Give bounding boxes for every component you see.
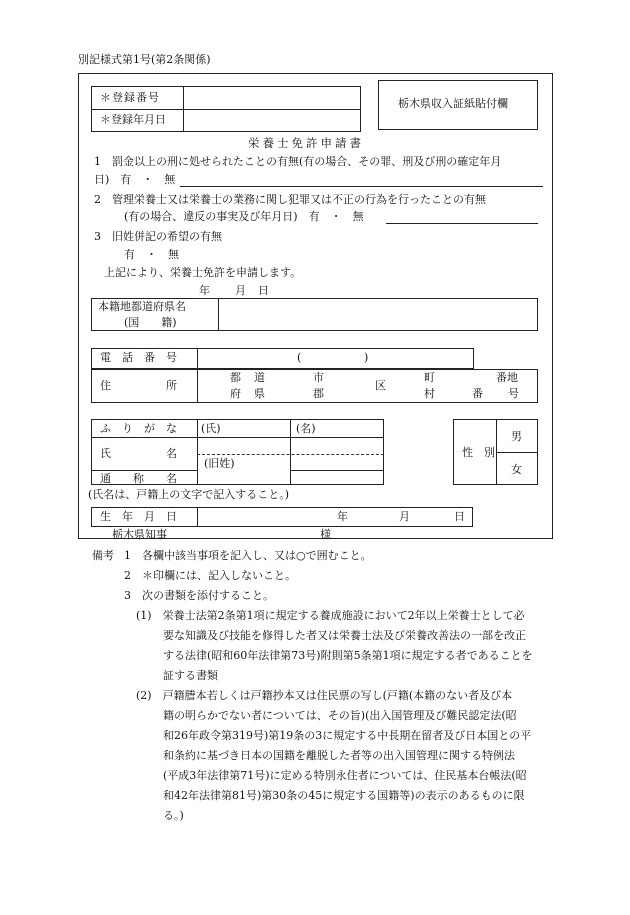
form-label: 別記様式第1号(第2条関係) [78, 53, 211, 66]
birth-label: 生 年 月 日 [100, 510, 177, 523]
alias-label: 通 称 名 [100, 472, 177, 485]
governor-label: 栃木県知事 [112, 528, 167, 541]
revenue-stamp-label: 栃木県収入証紙貼付欄 [398, 97, 508, 110]
notes-heading: 備考 [92, 549, 114, 562]
application-date-month: 月 [235, 284, 246, 297]
address-shi: 市 [313, 371, 324, 384]
item-1-answer-line[interactable] [180, 186, 543, 187]
note-3-1-line2: 要な知識及び技能を修得した者又は栄養士法及び栄養改善法の一部を改正 [163, 629, 526, 642]
address-ban: 番 [472, 387, 483, 400]
address-to: 都 [230, 371, 241, 384]
address-gun: 郡 [313, 387, 324, 400]
phone-close-paren: ) [364, 351, 369, 364]
registration-number-field[interactable] [183, 86, 361, 109]
name-note: (氏名は、戸籍上の文字で記入すること。) [88, 488, 290, 501]
address-fu: 府 [230, 387, 241, 400]
birth-day: 日 [454, 510, 465, 523]
note-3-2-line7: る。) [163, 809, 184, 822]
item-1-line1: 1 罰金以上の刑に処せられたことの有無(有の場合、その罪、刑及び刑の確定年月 [94, 155, 502, 168]
address-machi: 町 [424, 371, 435, 384]
registration-date-field[interactable] [183, 109, 361, 132]
address-ken: 県 [254, 387, 265, 400]
address-ku: 区 [375, 379, 386, 392]
family-name-field[interactable] [197, 437, 290, 485]
birth-field[interactable] [197, 507, 473, 527]
note-3-2-line3: 和26年政令第319号)第19条の3に規定する中長期在留者及び日本国との平 [163, 729, 532, 742]
sex-label: 性 別 [462, 446, 495, 459]
address-gou: 号 [508, 387, 519, 400]
address-banchi: 番地 [496, 371, 518, 384]
note-3-2-line6: 和42年法律第81号)第30条の45に規定する国籍等)の表示のあるものに限 [163, 789, 525, 802]
honseki-label-line2: (国 籍) [124, 316, 177, 329]
note-3-1-line3: する法律(昭和60年法律第73号)附則第5条第1項に規定する者であることを [163, 649, 533, 662]
birth-year: 年 [337, 510, 348, 523]
honseki-field[interactable] [218, 298, 538, 331]
address-dou: 道 [254, 371, 265, 384]
phone-label: 電 話 番 号 [100, 351, 177, 364]
note-3-2-line1: (2) 戸籍謄本若しくは戸籍抄本又は住民票の写し(戸籍(本籍のない者及び本 [136, 689, 513, 702]
address-mura: 村 [424, 387, 435, 400]
page-title: 栄養士免許申請書 [248, 136, 364, 150]
honseki-label-line1: 本籍地都道府県名 [98, 300, 186, 313]
sex-male-option[interactable]: 男 [511, 430, 522, 443]
note-3-1-line4: 証する書類 [163, 669, 218, 682]
application-statement: 上記により、栄養士免許を申請します。 [104, 266, 302, 279]
family-name-label: (氏) [201, 422, 221, 435]
address-label: 住 所 [100, 379, 177, 392]
given-name-field[interactable] [290, 437, 384, 485]
item-1-line2: 日) 有 ・ 無 [94, 173, 176, 186]
application-date-day: 日 [258, 284, 269, 297]
sex-female-option[interactable]: 女 [511, 463, 522, 476]
governor-sama: 様 [320, 528, 331, 541]
item-2-answer-line[interactable] [386, 223, 538, 224]
item-2-line1: 2 管理栄養士又は栄養士の業務に関し犯罪又は不正の行為を行ったことの有無 [94, 193, 486, 206]
phone-open-paren: ( [297, 351, 302, 364]
item-3-line1: 3 旧姓併記の希望の有無 [94, 230, 222, 243]
note-1: 1 各欄中該当事項を記入し、又は○で囲むこと。 [124, 549, 372, 562]
registration-date-label: ＊登録年月日 [100, 113, 166, 126]
given-name-label: (名) [296, 422, 316, 435]
note-3-2-line5: (平成3年法律第71号)に定める特別永住者については、住民基本台帳法(昭 [163, 769, 527, 782]
note-3-2-line2: 籍の明らかでない者については、その旨)(出入国管理及び難民認定法(昭 [163, 709, 517, 722]
registration-number-label: ＊登録番号 [100, 91, 160, 104]
address-field[interactable] [197, 369, 538, 403]
note-3: 3 次の書類を添付すること。 [124, 589, 274, 602]
note-2: 2 ＊印欄には、記入しないこと。 [124, 569, 296, 582]
item-3-line2: 有 ・ 無 [124, 248, 179, 261]
furigana-label: ふ り が な [100, 422, 177, 435]
birth-month: 月 [399, 510, 410, 523]
maiden-name-label: (旧姓) [204, 457, 235, 470]
application-date-year: 年 [199, 284, 210, 297]
note-3-2-line4: 和条約に基づき日本の国籍を離脱した者等の出入国管理に関する特例法 [163, 749, 515, 762]
note-3-1-line1: (1) 栄養士法第2条第1項に規定する養成施設において2年以上栄養士として必 [136, 609, 525, 622]
phone-field[interactable] [197, 348, 474, 369]
item-2-line2: (有の場合、違反の事実及び年月日) 有 ・ 無 [124, 210, 364, 223]
name-label: 氏 名 [100, 447, 177, 460]
